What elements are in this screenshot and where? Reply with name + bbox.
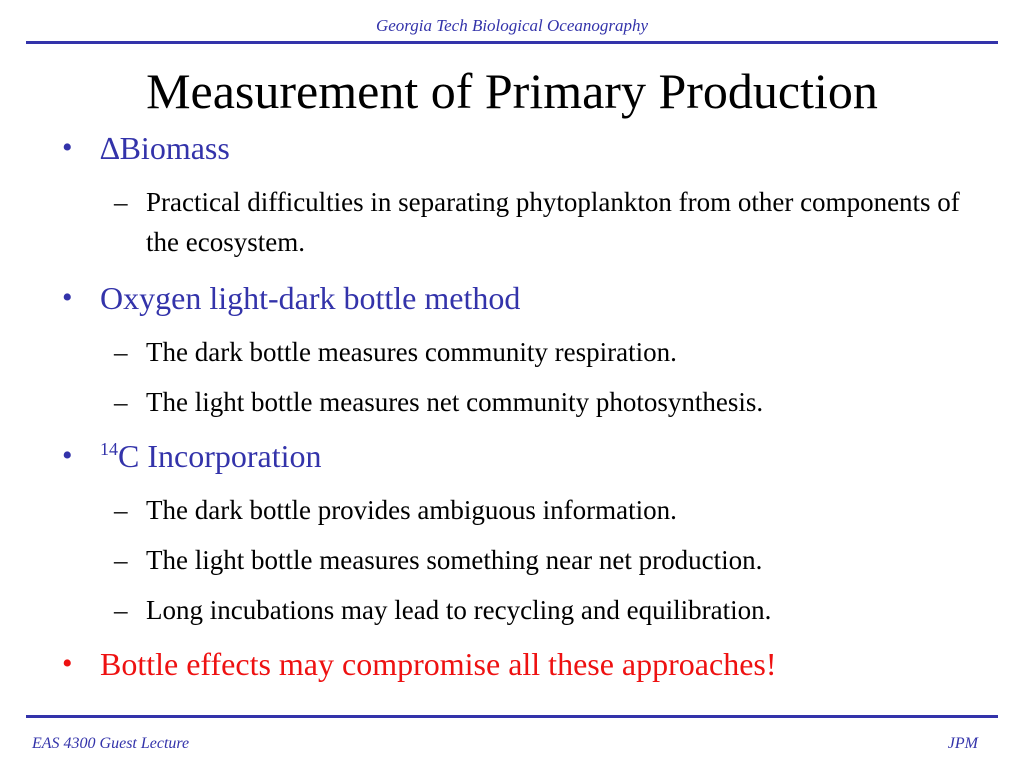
bullet-marker: • xyxy=(62,647,73,680)
sub-item-text: The light bottle measures net community photosynthesis. xyxy=(146,387,764,417)
bullet-label-text: Biomass xyxy=(119,130,230,166)
bullet-label-text: C Incorporation xyxy=(118,438,322,474)
bullet-label xyxy=(100,128,230,168)
bullet-label: Bottle effects may compromise all these approaches! xyxy=(100,646,777,682)
bullet-label xyxy=(100,436,322,476)
bullet-marker: • xyxy=(62,439,73,472)
sub-item-text: The light bottle measures something near net production. xyxy=(146,545,763,575)
sub-item-text: Long incubations may lead to recycling and equilibration. xyxy=(146,595,772,625)
delta-symbol: ∆ xyxy=(100,130,120,166)
bullet-marker: • xyxy=(62,281,73,314)
dash-marker: – xyxy=(114,595,128,625)
sub-item-text: Practical difficulties in separating phytoplankton from other components of the ecosystem. xyxy=(146,187,960,257)
header-org: Georgia Tech Biological Oceanography xyxy=(375,16,649,35)
isotope-superscript: 14 xyxy=(100,439,118,459)
dash-marker: – xyxy=(114,387,128,417)
footer-divider xyxy=(26,715,998,718)
dash-marker: – xyxy=(114,495,128,525)
footer-author: JPM xyxy=(947,735,978,752)
dash-marker: – xyxy=(114,337,128,367)
header-divider xyxy=(26,41,998,44)
slide-title: Measurement of Primary Production xyxy=(146,63,878,119)
sub-item-text: The dark bottle provides ambiguous information. xyxy=(146,495,677,525)
sub-item-text: The dark bottle measures community respiration. xyxy=(146,337,677,367)
dash-marker: – xyxy=(114,187,128,217)
bullet-marker: • xyxy=(62,131,73,164)
footer-course: EAS 4300 Guest Lecture xyxy=(32,735,190,752)
bullet-label: Oxygen light-dark bottle method xyxy=(100,280,521,316)
dash-marker: – xyxy=(114,545,128,575)
